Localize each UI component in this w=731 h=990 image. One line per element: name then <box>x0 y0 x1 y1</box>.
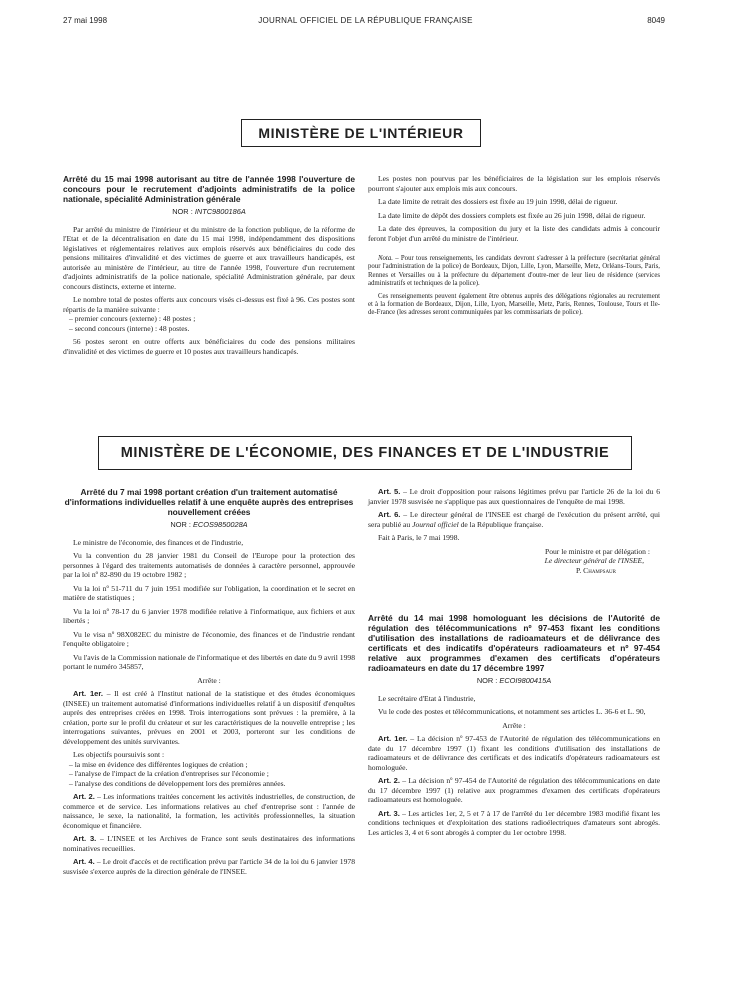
arrete-insee-nor: NOR : ECOS9850028A <box>170 520 248 529</box>
objectifs-list <box>63 760 355 789</box>
nota-paragraph: Nota. – Pour tous renseignements, les candidats devront s'adresser à la préfecture (secrétariat général pour l'administration de la police) de Bordeaux, Dijon, Lille, Lyon, Marseille, Metz, Orléans-Tours, Paris, Rennes et Versailles ou à la préfecture du département d'outre-mer de leur lieu de résidence (services administratifs et techniques de la police). <box>368 255 660 288</box>
signature-line-2: Le directeur général de l'INSEE, <box>544 556 644 565</box>
nota-paragraph-2: Ces renseignements peuvent également être obtenus auprès des délégations régionales au recrutement et à la formation de Bordeaux, Dijon, Lille, Lyon, Marseille, Metz, Paris, Rennes, Toulouse, Tours et Ile-de-France (les adresses seront communiquées par les commissariats de police). <box>368 292 660 317</box>
arrete-heading: Arrête : <box>197 675 221 685</box>
paragraph: La date limite de dépôt des dossiers complets est fixée au 26 juin 1998, délai de rigueur. <box>378 210 646 220</box>
list-item: – second concours (interne) : 48 postes. <box>69 323 190 333</box>
paragraph: La date limite de retrait des dossiers est fixée au 19 juin 1998, délai de rigueur. <box>378 197 618 206</box>
paragraph: Vu le code des postes et télécommunications, et notamment ses articles L. 36-6 et L. 90, <box>378 707 646 716</box>
arrete-interieur-right <box>368 174 660 322</box>
list-item: – l'analyse de l'impact de la création d'entreprises sur l'économie ; <box>69 769 269 778</box>
ministry-interieur-box <box>241 119 481 147</box>
fait-a-paris: Fait à Paris, le 7 mai 1998. <box>378 533 460 542</box>
article-2: Art. 2. – Les informations traitées concernent les activités industrielles, de construction, de commerce et de service. Les informations relatives au chef d'entreprise sont : l'année de naissance, le sexe, la nationalité, la formation, les activités professionnelles, la situation économique et financière. <box>63 792 355 830</box>
ministry-economie-title: MINISTÈRE DE L'ÉCONOMIE, DES FINANCES ET DE L'INDUSTRIE <box>120 445 610 461</box>
paragraph: Le secrétaire d'Etat à l'industrie, <box>378 693 476 703</box>
arrete-insee-right <box>368 487 660 841</box>
article-3: Art. 3. – Les articles 1er, 2, 5 et 7 à 17 de l'arrêté du 1er décembre 1983 modifié fixant les conditions techniques et d'exploitation des stations radioélectriques d'amateurs sont abrogés. Les articles 3, 4 et 6 sont abrogés à compter du 1er octobre 1998. <box>368 808 660 837</box>
paragraph: La date des épreuves, la composition du jury et la liste des candidats admis à concourir feront l'objet d'un arrêté du ministre de l'intérieur. <box>368 224 660 243</box>
paragraph: Le ministre de l'économie, des finances et de l'industrie, <box>73 537 244 547</box>
paragraph: Le nombre total de postes offerts aux concours visés ci-dessus est fixé à 96. Ces postes sont répartis de la manière suivante : <box>63 295 355 314</box>
paragraph: Les postes non pourvus par les bénéficiaires de la législation sur les emplois réservés pourront s'ajouter aux emplois mis aux concours. <box>368 174 660 193</box>
signature-name: P. Champsaur <box>575 565 616 575</box>
arrete-heading: Arrête : <box>502 720 526 730</box>
paragraph: Vu la loi nº 78-17 du 6 janvier 1978 modifiée relative à l'informatique, aux fichiers et aux libertés ; <box>63 606 355 625</box>
paragraph: Vu la convention du 28 janvier 1981 du Conseil de l'Europe pour la protection des personnes à l'égard des traitements automatisés de données à caractère personnel, approuvée par la loi nº 82-890 du 19 octobre 1982 ; <box>63 551 355 579</box>
article-1: Art. 1er. – Il est créé à l'Institut national de la statistique et des études économiques (INSEE) un traitement automatisé d'informations individuelles relatif à un dispositif d'enquêtes auprès des entreprises créées en 1998. Trois interrogations sont prévues : la première, à la création, porte sur le profil du créateur et sur les caractéristiques de la nouvelle entreprise ; les interrogations suivantes, prévues en 2001 et 2003, porteront sur les conditions de développement des unités survivantes. <box>63 689 356 746</box>
list-item: – l'analyse des conditions de développement lors des premières années. <box>69 778 286 788</box>
header-date: 27 mai 1998 <box>63 16 108 25</box>
paragraph: Vu l'avis de la Commission nationale de l'informatique et des libertés en date du 9 avril 1998 portant le numéro 345857, <box>63 652 355 671</box>
arrete-interieur-nor: NOR : INTC9800186A <box>172 207 246 216</box>
paragraph: Vu le visa nº 98X082EC du ministre de l'économie, des finances et de l'industrie rendant l'enquête obligatoire ; <box>63 629 355 648</box>
arrete-insee-left <box>63 487 355 880</box>
header-journal-title: JOURNAL OFFICIEL DE LA RÉPUBLIQUE FRANÇAISE <box>258 16 473 25</box>
paragraph: 56 postes seront en outre offerts aux bénéficiaires du code des pensions militaires d'invalidité et des victimes de guerre et 10 postes aux travailleurs handicapés. <box>63 337 355 356</box>
arrete-interieur-left <box>63 174 355 360</box>
arrete-radioamateurs-title: Arrêté du 14 mai 1998 homologuant les décisions de l'Autorité de régulation des télécommunications nº 97-453 fixant les conditions d'utilisation des installations de radioamateurs et de délivrance des certificats et des indicatifs d'opérateurs radioamateurs et nº 97-454 relative aux programmes d'examen des certificats d'opérateurs radioamateurs en date du 17 décembre 1997 <box>368 613 660 673</box>
paragraph: Par arrêté du ministre de l'intérieur et du ministre de la fonction publique, de la réforme de l'Etat et de la décentralisation en date du 15 mai 1998, indépendamment des dispositions législatives et réglementaires relatives aux emplois réservés aux bénéficiaires du code des pensions militaires d'invalidité et des victimes de guerre et aux travailleurs handicapés, est autorisée au ministère de l'intérieur, au titre de l'année 1998, l'ouverture d'un recrutement d'adjoints administratifs de la police nationale, spécialité Administration générale, par deux concours distincts, externe et interne. <box>63 224 355 291</box>
ministry-interieur-title: MINISTÈRE DE L'INTÉRIEUR <box>258 125 464 141</box>
article-3: Art. 3. – L'INSEE et les Archives de France sont seuls destinataires des informations nominatives recueillies. <box>63 834 355 853</box>
arrete-radioamateurs-nor: NOR : ECOI9800415A <box>476 676 552 685</box>
article-2: Art. 2. – La décision nº 97-454 de l'Autorité de régulation des télécommunications en date du 17 décembre 1997 (1) relative aux programmes d'examen des certificats d'opérateurs radioamateurs est homologuée. <box>368 776 660 804</box>
signature-line-1: Pour le ministre et par délégation : <box>544 546 650 556</box>
page-header <box>0 14 731 28</box>
arrete-insee-title: Arrêté du 7 mai 1998 portant création d'un traitement automatisé d'informations individuelles relatif à une enquête auprès des entreprises nouvellement créées <box>64 487 354 517</box>
list-item: – premier concours (externe) : 48 postes ; <box>69 314 196 323</box>
ministry-economie-box <box>98 436 632 470</box>
article-6: Art. 6. – Le directeur général de l'INSEE est chargé de l'exécution du présent arrêté, qui sera publié au Journal officiel de la République française. <box>368 510 660 529</box>
list-item: – la mise en évidence des différentes logiques de création ; <box>69 759 248 769</box>
arrete-interieur-title: Arrêté du 15 mai 1998 autorisant au titre de l'année 1998 l'ouverture de concours pour le recrutement d'adjoints administratifs de la police nationale, spécialité Administration générale <box>63 174 355 204</box>
postes-list <box>63 314 355 333</box>
header-page-number: 8049 <box>647 16 665 25</box>
article-4: Art. 4. – Le droit d'accès et de rectification prévu par l'article 34 de la loi du 6 janvier 1978 susvisée s'exerce auprès de la direction générale de l'INSEE. <box>63 857 355 876</box>
article-1: Art. 1er. – La décision nº 97-453 de l'Autorité de régulation des télécommunications en date du 17 décembre 1997 (1) fixant les conditions d'utilisation des installations de radioamateurs et de délivrance des certificats et des indicatifs d'opérateurs radioamateurs est homologuée. <box>368 734 660 772</box>
paragraph: Les objectifs poursuivis sont : <box>73 750 165 759</box>
article-5: Art. 5. – Le droit d'opposition pour raisons légitimes prévu par l'article 26 de la loi du 6 janvier 1978 susvisée ne s'applique pas aux questionnaires de l'enquête de mai 1998. <box>368 487 660 506</box>
paragraph: Vu la loi nº 51-711 du 7 juin 1951 modifiée sur l'obligation, la coordination et le secret en matière de statistiques ; <box>63 583 355 602</box>
